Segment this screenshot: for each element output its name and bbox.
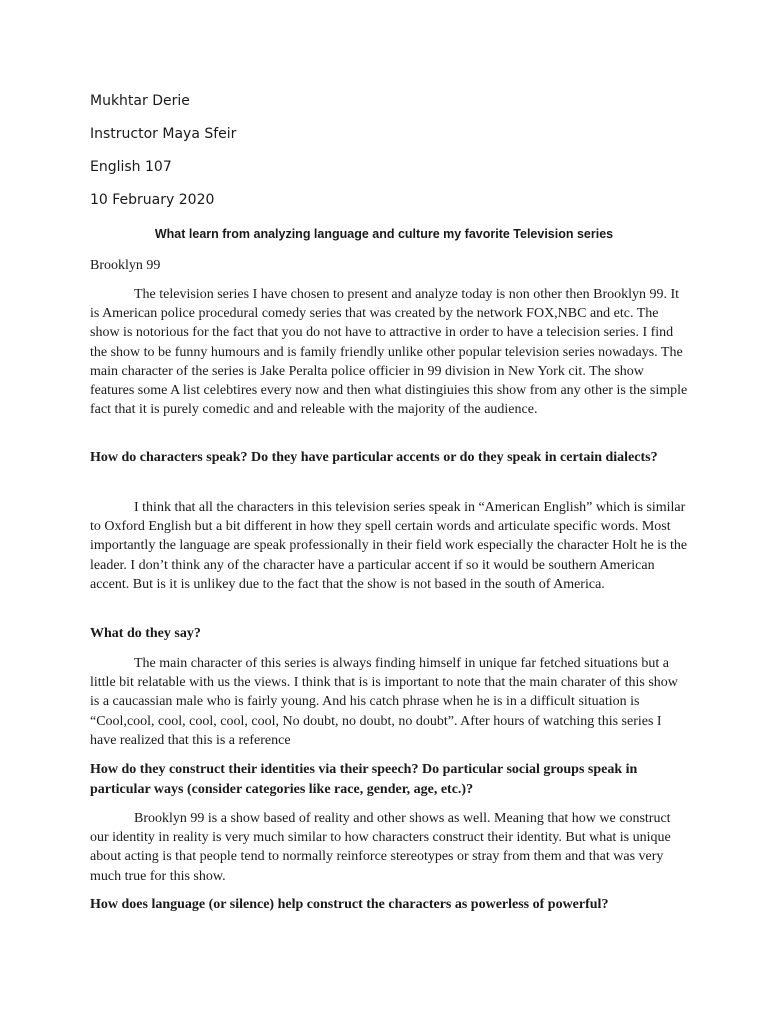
paragraph-intro: The television series I have chosen to present and analyze today is non other then Brooklyn 99. It is American police procedural comedy series that was created by the network FOX,NBC and etc. The show is notorious for the fact that you do not have to attractive in order to have a telecision series. I find the show to be funny humours and is family friendly unlike other popular television series nowadays. The main character of the series is Jake Peralta police officier in 99 division in New York cit. The show features some A list celebtires every now and then what distingiuies this show from any other is the simple fact that it is purely comedic and and releable with the majority of the audience. xyxy=(90,287,688,418)
section-heading-speech: How do characters speak? Do they have particular accents or do they speak in certain dialects? xyxy=(90,450,658,465)
paragraph-speech: I think that all the characters in this television series speak in “American English” which is similar to Oxford English but a bit different in how they spell certain words and articulate specific words. Most importantly the language are speak professionally in their field work especially the character Holt he is the leader. I don’t think any of the character have a particular accent if so it would be southern American accent. But is it is unlikey due to the fact that the show is not based in the south of America. xyxy=(90,500,688,592)
document-title: What learn from analyzing language and culture my favorite Television series xyxy=(154,227,614,241)
section-heading-power: How does language (or silence) help construct the characters as powerless of powerful? xyxy=(90,897,609,912)
instructor-name: Instructor Maya Sfeir xyxy=(90,126,237,142)
document-date: 10 February 2020 xyxy=(90,192,215,208)
course-name: English 107 xyxy=(90,159,172,175)
author-name: Mukhtar Derie xyxy=(90,93,190,109)
paragraph-what-they-say: The main character of this series is always finding himself in unique far fetched situations but a little bit relatable with us the views. I think that is is important to note that the main charater of this show is a caucassian male who is fairly young. And his catch phrase when he is in a difficult situation is “Cool,cool, cool, cool, cool, cool, No doubt, no doubt, no doubt”. After hours of watching this series I have realized that this is a reference xyxy=(90,656,678,748)
section-heading-what-they-say: What do they say? xyxy=(90,626,201,641)
section-heading-identities: How do they construct their identities via their speech? Do particular social groups speak in particular ways (consider categories like race, gender, age, etc.)? xyxy=(90,762,638,797)
paragraph-identities: Brooklyn 99 is a show based of reality and other shows as well. Meaning that how we construct our identity in reality is very much similar to how characters construct their identity. But what is unique about acting is that people tend to normally reinforce stereotypes or stray from them and that was very much true for this show. xyxy=(90,811,671,884)
document-subtitle: Brooklyn 99 xyxy=(90,258,161,273)
